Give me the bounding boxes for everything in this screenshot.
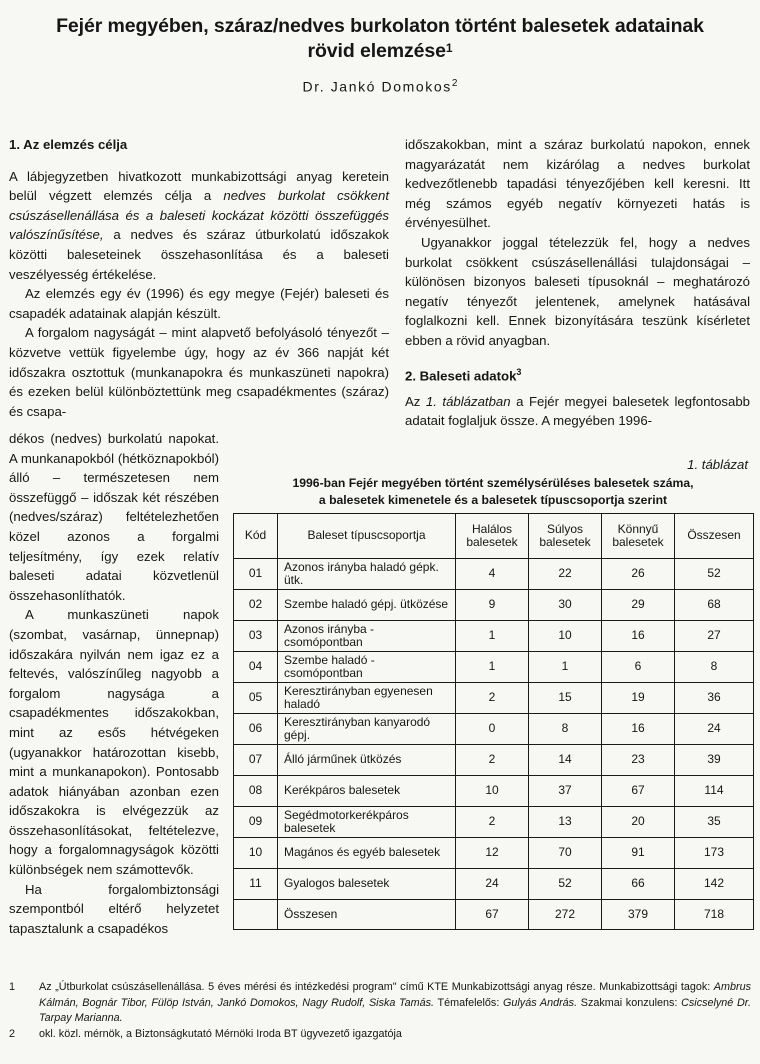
table-row (234, 652, 754, 683)
cell-total-label: Összesen (278, 900, 456, 930)
right-paragraph-1: időszakokban, mint a száraz burkolatú napokon, ennek magyarázatát nem kizárólag a nedves burkolat kedvezőtlenebb tapadási tényezőjében kell keresni. Itt még számos egyéb negatív környezeti hatás is érvényesülhet. (405, 137, 750, 231)
cell-type: Kerékpáros balesetek (278, 776, 456, 807)
table-row (234, 869, 754, 900)
cell-total: 68 (675, 590, 754, 621)
author-footnote-mark: 2 (451, 78, 458, 89)
cell-serious: 10 (529, 621, 602, 652)
table-caption (233, 475, 753, 508)
cell-total: 8 (675, 652, 754, 683)
cell-fatal: 24 (456, 869, 529, 900)
cell-fatal: 9 (456, 590, 529, 621)
cell-total: 36 (675, 683, 754, 714)
table-row (234, 776, 754, 807)
cell-type: Keresztirányban kanyarodó gépj. (278, 714, 456, 745)
table-row (234, 683, 754, 714)
cell-light: 6 (602, 652, 675, 683)
title-line-1: Fejér megyében, száraz/nedves burkolaton történt balesetek adatainak (56, 15, 704, 37)
section-1-paragraph-1: A lábjegyzetben hivatkozott munkabizottsági anyag keretein belül végzett elemzés célja a nedves burkolat csökkent csúszásellenállása és a baleseti kockázat közötti összefüggés valószínűsítése, a nedves és száraz útburkolatú időszakok közötti baleseteinek összehasonlítása és a baleseti veszélyesség értékelése. (9, 168, 390, 282)
cell-fatal: 0 (456, 714, 529, 745)
cell-fatal: 1 (456, 621, 529, 652)
table-row (234, 745, 754, 776)
footnote-1-text: Az „Útburkolat csúszásellenállása. 5 éves mérési és intézkedési program" című KTE Munkabizottsági anyag része. Munkabizottsági tagok: Ambrus Kálmán, Bognár Tibor, Fülöp István, Jankó Domokos, Nagy Rudolf, Siska Tamás. Témafelelős: Gulyás András. Szakmai konzulens: Csicselyné Dr. Tarpay Marianna. (39, 981, 751, 1024)
cell-total: 173 (675, 838, 754, 869)
left-narrow-column (9, 429, 219, 938)
cell-total: 142 (675, 869, 754, 900)
table-row (234, 621, 754, 652)
cell-type: Segédmotorkerékpáros balesetek (278, 807, 456, 838)
cell-fatal: 4 (456, 559, 529, 590)
col-header-light: Könnyű balesetek (602, 514, 675, 559)
cell-fatal: 2 (456, 683, 529, 714)
author-name: Dr. Jankó Domokos (302, 78, 452, 95)
cell-total-light: 379 (602, 900, 675, 930)
right-paragraph-2: Ugyanakkor joggal tételezzük fel, hogy a nedves burkolat csökkent csúszásellenállási tulajdonságai – különösen bizonyos baleseti típusoknál – meghatározó negatív tényezőt jelentenek, amelynek hatásával foglalkozni kell. Ennek bizonyítására teszünk kísérletet ebben a rövid anyagban. (405, 234, 750, 348)
cell-code: 08 (234, 776, 278, 807)
cell-serious: 70 (529, 838, 602, 869)
cell-total: 39 (675, 745, 754, 776)
cell-serious: 22 (529, 559, 602, 590)
cell-type: Azonos irányba haladó gépk. ütk. (278, 559, 456, 590)
table-row (234, 838, 754, 869)
cell-type: Szembe haladó gépj. ütközése (278, 590, 456, 621)
author-line (0, 78, 760, 95)
section-1-paragraph-5: Ha forgalombiztonsági szempontból eltérő helyzetet tapasztalunk a csapadékos (9, 881, 219, 936)
title-line-2: rövid elemzése (307, 40, 446, 62)
cell-serious: 52 (529, 869, 602, 900)
cell-fatal: 10 (456, 776, 529, 807)
cell-light: 23 (602, 745, 675, 776)
cell-type: Szembe haladó -csomópontban (278, 652, 456, 683)
cell-serious: 1 (529, 652, 602, 683)
footnote-2 (9, 1027, 751, 1043)
table-label: 1. táblázat (687, 457, 748, 472)
section-1-paragraph-2: Az elemzés egy év (1996) és egy megye (Fejér) baleseti és csapadék adatainak alapján készült. (9, 286, 389, 321)
section-1-paragraph-3: A forgalom nagyságát – mint alapvető befolyásoló tényezőt – közvetve vettük figyelembe úgy, hogy az év 366 napját két időszakra osztottuk (munkanapokra és munkaszüneti napokra) és ezeken belül különböztettünk meg csapadékmentes (száraz) és csapa- (9, 325, 389, 419)
cell-code: 05 (234, 683, 278, 714)
cell-light: 19 (602, 683, 675, 714)
cell-total: 35 (675, 807, 754, 838)
cell-total-all: 718 (675, 900, 754, 930)
table-row (234, 559, 754, 590)
right-paragraph-3: Az 1. táblázatban a Fejér megyei balesetek legfontosabb adatait foglaljuk össze. A megyében 1996- (405, 393, 750, 429)
table-row (234, 807, 754, 838)
col-header-type: Baleset típuscsoportja (278, 514, 456, 559)
cell-type: Azonos irányba -csomópontban (278, 621, 456, 652)
section-1-paragraph-4: A munkaszüneti napok (szombat, vasárnap, ünnepnap) időszakára nyilván nem igaz ez a feltevés, valószínűleg nagyobb a forgalom nagysága a csapadékmentes időszakokban, mint az esős hétvégeken (ugyanakkor határozottan kisebb, mint a munkanapokon). Pontosabb adatok hiányában azonban ezen időszakokra is elvégezzük az összehasonlításokat, feltételezve, hogy a forgalomnagyságok közötti különbségek nem számottevők. (9, 607, 219, 878)
cell-serious: 14 (529, 745, 602, 776)
cell-serious: 13 (529, 807, 602, 838)
cell-code-empty (234, 900, 278, 930)
accident-table (233, 513, 754, 930)
cell-total: 114 (675, 776, 754, 807)
section-2-heading: 2. Baleseti adatok$^3$ (405, 366, 522, 383)
col-header-fatal: Halálos balesetek (456, 514, 529, 559)
cell-light: 16 (602, 714, 675, 745)
footnote-1-number: 1 (9, 981, 16, 993)
cell-light: 16 (602, 621, 675, 652)
cell-fatal: 12 (456, 838, 529, 869)
cell-total: 52 (675, 559, 754, 590)
table-row (234, 590, 754, 621)
cell-type: Magános és egyéb balesetek (278, 838, 456, 869)
left-column (9, 135, 389, 421)
cell-type: Gyalogos balesetek (278, 869, 456, 900)
cell-fatal: 2 (456, 745, 529, 776)
cell-serious: 15 (529, 683, 602, 714)
cell-code: 07 (234, 745, 278, 776)
title-footnote-mark: 1 (445, 41, 453, 55)
col-header-code: Kód (234, 514, 278, 559)
cell-light: 20 (602, 807, 675, 838)
cell-serious: 8 (529, 714, 602, 745)
right-column (405, 135, 750, 431)
cell-total-serious: 272 (529, 900, 602, 930)
section-1-heading: 1. Az elemzés célja (9, 137, 128, 152)
paper-title (10, 14, 750, 64)
cell-light: 66 (602, 869, 675, 900)
col-header-total: Összesen (675, 514, 754, 559)
table-row (234, 714, 754, 745)
cell-light: 29 (602, 590, 675, 621)
cell-total: 24 (675, 714, 754, 745)
col-header-serious: Súlyos balesetek (529, 514, 602, 559)
table-caption-line-1: 1996-ban Fejér megyében történt személysérüléses balesetek száma, (292, 476, 694, 490)
cell-code: 01 (234, 559, 278, 590)
cell-code: 02 (234, 590, 278, 621)
cell-type: Álló járműnek ütközés (278, 745, 456, 776)
cell-total: 27 (675, 621, 754, 652)
cell-light: 26 (602, 559, 675, 590)
cell-code: 04 (234, 652, 278, 683)
cell-code: 11 (234, 869, 278, 900)
cell-type: Keresztirányban egyenesen haladó (278, 683, 456, 714)
table-caption-line-2: a balesetek kimenetele és a balesetek típuscsoportja szerint (318, 492, 668, 507)
table-header-row (234, 514, 754, 559)
footnote-2-number: 2 (9, 1028, 16, 1040)
cell-code: 06 (234, 714, 278, 745)
cell-serious: 37 (529, 776, 602, 807)
cell-light: 91 (602, 838, 675, 869)
cell-code: 03 (234, 621, 278, 652)
cell-fatal: 2 (456, 807, 529, 838)
section-1-paragraph-3-continued: dékos (nedves) burkolatú napokat. A munkanapokból (hétköznapokból) álló – természetesen nem összefüggő – időszak két részében (nedves/száraz) feltételezhetően közel azonos a forgalmi teljesítmény, így ezek relatív baleseti adatai közvetlenül összehasonlíthatók. (9, 431, 219, 603)
cell-total-fatal: 67 (456, 900, 529, 930)
cell-code: 09 (234, 807, 278, 838)
footnote-1 (9, 980, 751, 1027)
cell-code: 10 (234, 838, 278, 869)
cell-fatal: 1 (456, 652, 529, 683)
cell-light: 67 (602, 776, 675, 807)
footnote-2-text: okl. közl. mérnök, a Biztonságkutató Mérnöki Iroda BT ügyvezető igazgatója (39, 1028, 402, 1040)
table-total-row (234, 900, 754, 930)
cell-serious: 30 (529, 590, 602, 621)
